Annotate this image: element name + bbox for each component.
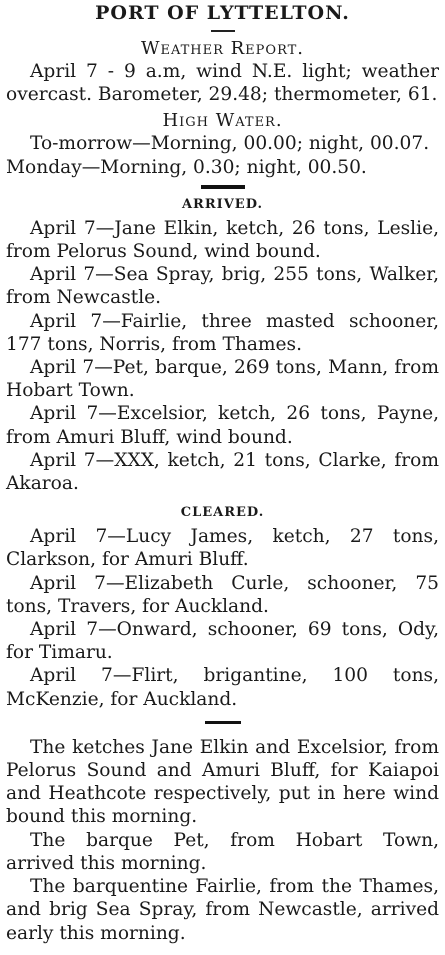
clearance-entry: April 7—Elizabeth Curle, schooner, 75 tons, Travers, for Auckland. <box>6 572 439 617</box>
clearance-entry: April 7—Flirt, brigantine, 100 tons, McKenzie, for Auckland. <box>6 665 439 710</box>
news-paragraph: The barquentine Fairlie, from the Thames, and brig Sea Spray, from Newcastle, arrived early this morning. <box>6 876 439 944</box>
news-paragraph: The ketches Jane Elkin and Excelsior, from Pelorus Sound and Amuri Bluff, for Kaiapoi and Heathcote respectively, put in here wind bound this morning. <box>6 736 439 828</box>
high-water-line: To-morrow—Morning, 00.00; night, 00.07. <box>30 133 430 155</box>
arrival-entry: April 7—Jane Elkin, ketch, 26 tons, Leslie, from Pelorus Sound, wind bound. <box>6 217 439 263</box>
clearance-entry: April 7—Onward, schooner, 69 tons, Ody, for Timaru. <box>6 619 439 664</box>
news-paragraph: The barque Pet, from Hobart Town, arrived this morning. <box>6 829 439 874</box>
arrival-entry: April 7—Excelsior, ketch, 26 tons, Payne, from Amuri Bluff, wind bound. <box>6 403 439 448</box>
title-divider <box>211 30 235 32</box>
arrival-entry: April 7—Fairlie, three masted schooner, 177 tons, Norris, from Thames. <box>6 310 439 355</box>
cleared-heading: CLEARED. <box>180 505 265 521</box>
section-divider <box>201 185 245 189</box>
arrival-entry: April 7—Sea Spray, brig, 255 tons, Walker, from Newcastle. <box>6 264 439 309</box>
high-water-line: Monday—Morning, 0.30; night, 00.50. <box>6 156 367 178</box>
arrived-heading: ARRIVED. <box>181 196 264 212</box>
clearance-entry: April 7—Lucy James, ketch, 27 tons, Clarkson, for Amuri Bluff. <box>6 526 439 571</box>
high-water-heading: High Water. <box>162 110 283 132</box>
page-title: PORT OF LYTTELTON. <box>95 2 350 24</box>
spacer <box>6 495 439 503</box>
arrival-entry: April 7—Pet, barque, 269 tons, Mann, from Hobart Town. <box>6 357 439 402</box>
weather-report: April 7 - 9 a.m, wind N.E. light; weather overcast. Barometer, 29.48; thermometer, 61. <box>6 61 439 106</box>
weather-heading: Weather Report. <box>140 38 305 59</box>
arrival-entry: April 7—XXX, ketch, 21 tons, Clarke, from Akaroa. <box>6 449 439 495</box>
section-divider <box>205 721 241 724</box>
